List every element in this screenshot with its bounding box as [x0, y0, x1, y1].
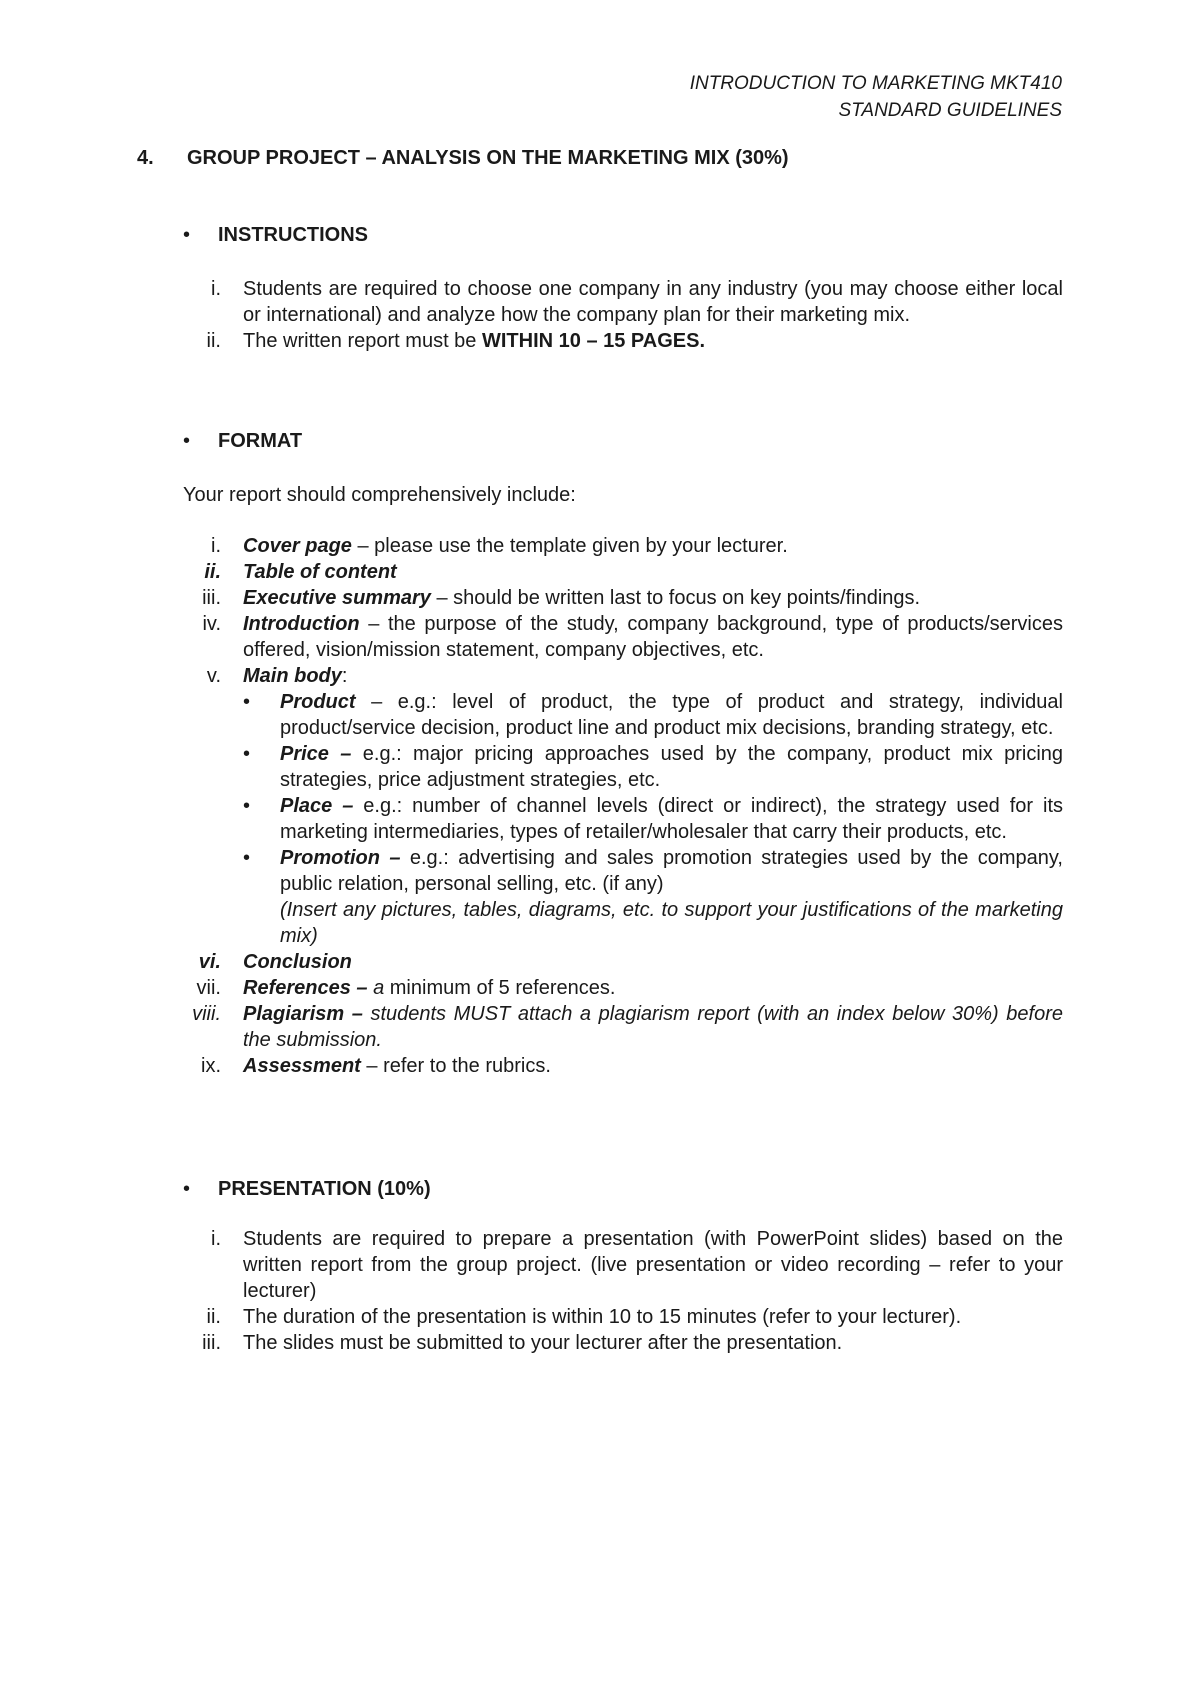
item-rest: – the purpose of the study, company background, type of products/services offered, vision/mission statement, company objectives, etc. [243, 613, 1063, 661]
list-item [183, 1226, 1063, 1304]
item-term: Cover page [243, 535, 352, 557]
instructions-heading [183, 222, 368, 248]
item-text: Students are required to prepare a presentation (with PowerPoint slides) based on the written report from the group project. (live presentation or video recording – refer to your lecturer) [243, 1228, 1063, 1302]
main-body-item [243, 689, 1063, 741]
main-body-item [243, 793, 1063, 845]
sub-item-text [280, 689, 1063, 741]
main-body-item [243, 845, 1063, 949]
item-term: Executive summary [243, 587, 431, 609]
item-number: iv. [202, 613, 221, 635]
sub-item-text [280, 845, 1063, 949]
item-rest: – please use the template given by your lecturer. [351, 535, 788, 557]
item-number: vi. [198, 951, 221, 973]
item-term: References – [243, 977, 368, 999]
sub-item-text [280, 793, 1063, 845]
list-item [183, 585, 1063, 611]
list-item [183, 328, 1063, 354]
item-text-plain: The written report must be [243, 330, 482, 352]
item-rest: : [341, 665, 348, 687]
item-number: ii. [204, 561, 221, 583]
instructions-list [183, 276, 1063, 354]
item-term: Assessment [243, 1055, 361, 1077]
list-item [183, 663, 1063, 949]
list-item [183, 1304, 1063, 1330]
item-number: vii. [196, 977, 221, 999]
bullet-icon: • [243, 691, 251, 713]
bullet-icon: • [183, 224, 191, 246]
main-body-list [243, 689, 1063, 949]
sub-item-rest: – e.g.: level of product, the type of product and strategy, individual product/service decision, product line and product mix decisions, branding strategy, etc. [280, 691, 1063, 739]
list-item [183, 559, 1063, 585]
list-item [183, 975, 1063, 1001]
item-text [243, 949, 1063, 975]
item-rest: – refer to the rubrics. [360, 1055, 551, 1077]
instructions-heading-text: INSTRUCTIONS [218, 224, 368, 246]
item-text [243, 559, 1063, 585]
item-number: ii. [206, 1306, 221, 1328]
item-rest-italic: students MUST attach a plagiarism report (with an index below 30%) before the submission. [243, 1003, 1063, 1051]
item-term: Table of content [243, 561, 397, 583]
item-number: v. [206, 665, 221, 687]
presentation-list [183, 1226, 1063, 1356]
item-number: i. [211, 535, 221, 557]
header-subtitle: STANDARD GUIDELINES [838, 100, 1062, 121]
header-course: INTRODUCTION TO MARKETING MKT410 [689, 73, 1062, 94]
item-text [243, 663, 1063, 949]
list-item [183, 533, 1063, 559]
item-text [243, 533, 1063, 559]
item-text [243, 328, 1063, 354]
item-text: Students are required to choose one company in any industry (you may choose either local or international) and analyze how the company plan for their marketing mix. [243, 278, 1063, 326]
sub-item-note: (Insert any pictures, tables, diagrams, etc. to support your justifications of the marketing mix) [280, 899, 1063, 947]
item-text-bold: WITHIN 10 – 15 PAGES. [481, 330, 706, 352]
list-item [183, 276, 1063, 328]
running-header [690, 70, 1062, 124]
item-number: iii. [202, 1332, 221, 1354]
bullet-icon: • [243, 847, 251, 869]
item-number: ix. [201, 1055, 221, 1077]
format-heading-text: FORMAT [218, 430, 303, 452]
section-title-text: GROUP PROJECT – ANALYSIS ON THE MARKETING MIX (30%) [187, 147, 789, 169]
item-rest: – should be written last to focus on key points/findings. [430, 587, 921, 609]
presentation-heading-text: PRESENTATION (10%) [218, 1178, 431, 1200]
item-rest: minimum of 5 references. [384, 977, 616, 999]
sub-item-rest: e.g.: major pricing approaches used by the company, product mix pricing strategies, price adjustment strategies, etc. [280, 743, 1064, 791]
item-text [243, 1001, 1063, 1053]
sub-item-term: Place – [280, 795, 354, 817]
sub-item-term: Price – [280, 743, 352, 765]
item-rest-italic: a [367, 977, 385, 999]
item-text: The duration of the presentation is within 10 to 15 minutes (refer to your lecturer). [243, 1306, 962, 1328]
item-term: Main body [243, 665, 342, 687]
sub-item-term: Promotion – [280, 847, 401, 869]
bullet-icon: • [243, 743, 251, 765]
item-text: The slides must be submitted to your lecturer after the presentation. [243, 1332, 843, 1354]
bullet-icon: • [183, 1178, 191, 1200]
presentation-heading [183, 1176, 431, 1202]
item-text [243, 975, 1063, 1001]
sub-item-rest: e.g.: number of channel levels (direct or indirect), the strategy used for its marketing intermediaries, types of retailer/wholesaler that carry their products, etc. [280, 795, 1063, 843]
section-number: 4. [137, 147, 154, 169]
sub-item-text [280, 741, 1063, 793]
item-text [243, 585, 1063, 611]
item-text [243, 1053, 1063, 1079]
format-list [183, 533, 1063, 1079]
item-number: iii. [202, 587, 221, 609]
item-term: Plagiarism – [243, 1003, 363, 1025]
item-number: ii. [206, 330, 221, 352]
item-term: Conclusion [243, 951, 352, 973]
list-item [183, 1001, 1063, 1053]
item-number: i. [211, 278, 221, 300]
sub-item-term: Product [280, 691, 356, 713]
item-number: i. [211, 1228, 221, 1250]
format-heading [183, 428, 302, 454]
list-item [183, 1330, 1063, 1356]
main-body-item [243, 741, 1063, 793]
bullet-icon: • [183, 430, 191, 452]
item-term: Introduction [243, 613, 360, 635]
format-intro: Your report should comprehensively include: [183, 484, 576, 506]
sub-item-rest: e.g.: advertising and sales promotion strategies used by the company, public relation, personal selling, etc. (if any) [280, 847, 1063, 895]
list-item [183, 611, 1063, 663]
bullet-icon: • [243, 795, 251, 817]
item-text [243, 611, 1063, 663]
section-title [137, 145, 789, 171]
item-number: viii. [192, 1003, 221, 1025]
list-item [183, 949, 1063, 975]
list-item [183, 1053, 1063, 1079]
